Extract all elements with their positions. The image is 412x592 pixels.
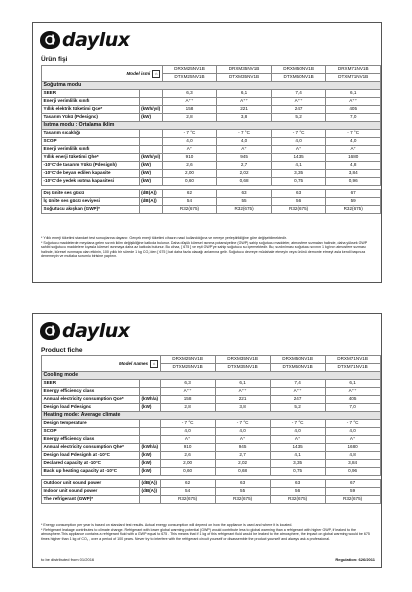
row-value: R32(675) [215,496,270,504]
row-label: Indoor unit sound power [42,488,140,496]
row-value: 3,84 [326,170,381,178]
row-value: 4,0 [325,428,380,436]
row-value: 6,3 [160,380,215,388]
row-value: 7,4 [271,90,326,98]
row-label: Design load Pdesignh at -10°C [42,452,140,460]
row-unit: (kW) [139,170,162,178]
row-label: Tasarım Yükü (Pdesignc) [42,114,140,122]
row-label: Design load Pdesignc [42,404,140,412]
row-value: 4,1 [270,452,325,460]
row-value: 0,60 [162,178,217,186]
model-outdoor: DTXM50NV1B [271,74,326,82]
row-value: R32(675) [160,496,215,504]
logo-brand-day: day [62,319,99,342]
table-row [42,146,381,154]
table-row [42,460,381,468]
row-unit: (kW) [140,452,161,460]
row-value: - 7 °C [162,130,217,138]
row-value: A⁺⁺ [160,388,215,396]
row-value: 0,68 [215,468,270,476]
row-value: 6,1 [326,90,381,98]
table-row [42,170,381,178]
row-label: SEER [42,380,140,388]
table-row [42,162,381,170]
section-title: Soğutma modu [42,82,381,90]
row-value: 5,2 [270,404,325,412]
table-row [42,468,381,476]
model-indoor: DRXM71NV1B [326,66,381,74]
row-value: 910 [160,444,215,452]
table-row [42,444,381,452]
row-value: A⁺ [326,146,381,154]
table-row [42,90,381,98]
footnote-refrigerant: * Soğutucu maddelerde meydana gelen sızıntı iklim değişikliğine katkıda bulunur. Daha düşük küresel ısınma potansiyeline (GWP) sahip soğutucu maddeler, atmosfere sızmaları halinde, daha yüksek GWP sahibi soğutucu maddelere kıyasla küresel ısınmaya daha az katkıda bulunur. Bu cihaz, [ 675 ] ve eşit GWP'ye sahip soğutucu su içermektedir. Bu; sızdırılması soğutucu sıvının 1 kg'ının atmosfere sızması halinde, küresel ısınmaya olan etkinin, 100 yıllık bir sürede 1 kg CO₂'den [ 675 ] kat daha fazla olacağı anlamına gelir. Soğutucu devreye müdahale etmeyin veya ürünü demonte etmeyi asla kendi başınıza denemeyin ve mutlaka sorumlu birisine yaptırın. [41,240,368,259]
row-unit: (kW) [140,468,161,476]
sheet-title: Ürün fişi [41,56,68,63]
row-label: Energy efficiency class [42,388,140,396]
table-row [42,114,381,122]
row-value: A⁺ [162,146,217,154]
table-row [42,206,381,214]
row-value: 1680 [325,444,380,452]
row-unit [140,428,161,436]
row-label: SCOP [42,428,140,436]
row-value: A⁺⁺ [162,98,217,106]
row-value: A⁺ [217,146,272,154]
row-value: 54 [160,488,215,496]
row-value: 56 [271,198,326,206]
table-row [42,138,381,146]
row-value: 0,75 [270,468,325,476]
table-row [42,452,381,460]
footnotes [41,236,375,259]
row-label: Yıllık elektrik tüketimi Qce* [42,106,140,114]
row-value: 2,02 [217,170,272,178]
row-unit: (kWh/yıl) [139,106,162,114]
row-value: 3,8 [215,404,270,412]
section-header [42,412,381,420]
table-row [42,436,381,444]
table-row [42,404,381,412]
row-label: Annual electricity consumption Qce* [42,396,140,404]
row-value: A⁺⁺ [325,388,380,396]
row-value: 59 [326,198,381,206]
row-label: The refrigerant (GWP)* [42,496,140,504]
row-label: Design temperature [42,420,140,428]
daylux-logo-icon [40,322,60,340]
table-row [42,496,381,504]
row-value: 158 [162,106,217,114]
row-value: A⁺ [270,436,325,444]
table-row [42,190,381,198]
model-outdoor: DTXM25NV1B [160,364,215,372]
row-unit [140,436,161,444]
row-unit: (kW) [140,460,161,468]
row-value: 2,7 [215,452,270,460]
row-label: SEER [42,90,140,98]
row-value: 2,02 [215,460,270,468]
row-value: 54 [162,198,217,206]
row-value: 247 [271,106,326,114]
row-value: A⁺ [325,436,380,444]
footnote-energy: * Energy consumption per year is based on standard test results. Actual energy consumption will depend on how the appliance is used and where it is located. [41,523,293,527]
row-value: 0,68 [217,178,272,186]
row-value: 0,96 [326,178,381,186]
table-row [42,428,381,436]
row-unit [139,98,162,106]
row-value: 6,1 [217,90,272,98]
row-value: 2,00 [162,170,217,178]
row-value: 1435 [270,444,325,452]
row-value: 405 [326,106,381,114]
row-value: R32(675) [326,206,381,214]
section-header [42,122,381,130]
row-label: -10°C'de tasarım Yükü (Pdesignh) [42,162,140,170]
footnotes [41,523,375,541]
row-value: 67 [325,480,380,488]
row-unit: (dB(A)) [140,480,161,488]
row-value: 221 [217,106,272,114]
row-label: Back up heating capacity at -10°C [42,468,140,476]
model-outdoor: DTXM35NV1B [217,74,272,82]
row-value: 63 [217,190,272,198]
row-value: A⁺ [160,436,215,444]
row-unit: (dB(A)) [139,190,162,198]
row-unit [140,420,161,428]
row-value: A⁺ [271,146,326,154]
row-value: 6,1 [215,380,270,388]
row-value: 221 [215,396,270,404]
row-unit [139,90,162,98]
row-value: 7,0 [325,404,380,412]
row-value: A⁺ [215,436,270,444]
row-value: A⁺⁺ [271,98,326,106]
row-unit: (dB(A)) [140,488,161,496]
row-value: - 7 °C [325,420,380,428]
row-value: 55 [217,198,272,206]
row-value: 63 [270,480,325,488]
table-row [42,178,381,186]
table-row [42,396,381,404]
row-value: - 7 °C [270,420,325,428]
model-indoor: DRXM35NV1B [215,356,270,364]
row-value: R32(675) [217,206,272,214]
row-value: 63 [215,480,270,488]
sheet-title: Product fiche [41,347,83,354]
logo-brand-lux: lux [98,28,130,51]
model-outdoor: DTXM50NV1B [270,364,325,372]
row-label: Tasarım sıcaklığı [42,130,140,138]
row-label: Dış ünite ses gücü [42,190,140,198]
row-value: 1435 [271,154,326,162]
row-label: SCOP [42,138,140,146]
table-row [42,98,381,106]
row-value: - 7 °C [271,130,326,138]
footer [41,557,375,562]
section-title: Heating mode: Average climate [42,412,381,420]
row-value: 405 [325,396,380,404]
row-value: 62 [162,190,217,198]
row-label: -10°C'de beyan edilen kapasite [42,170,140,178]
row-label: Annual electricity consumption Qhe* [42,444,140,452]
row-unit [140,388,161,396]
daylux-logo-icon [40,31,60,49]
row-label: Energy efficiency class [42,436,140,444]
row-value: 3,35 [271,170,326,178]
model-indoor: DRXM50NV1B [271,66,326,74]
row-label: İç ünite ses gücü seviyesi [42,198,140,206]
row-value: 67 [326,190,381,198]
row-value: 6,3 [162,90,217,98]
row-value: 0,60 [160,468,215,476]
row-value: 5,2 [271,114,326,122]
table-row [42,154,381,162]
row-value: 4,0 [162,138,217,146]
row-unit: (kW) [140,404,161,412]
row-value: R32(675) [271,206,326,214]
row-unit [139,130,162,138]
distribution-date: to be distributed from 01/2016 [41,557,95,562]
row-value: 56 [270,488,325,496]
row-value: 62 [160,480,215,488]
row-value: 7,0 [326,114,381,122]
row-unit [140,380,161,388]
product-fiche-turkish [32,22,382,283]
row-label: Outdoor unit sound power [42,480,140,488]
footnote-energy: * Yıllık enerji tüketimi standart test sonuçlarına dayanır. Gerçek enerji tüketimi cihazın nasıl kullanıldığına ve nereye yerleştirildiğine göre değişebilmektedir. [41,236,287,240]
row-value: 0,96 [325,468,380,476]
row-label: Declared capacity at -10°C [42,460,140,468]
table-row [42,420,381,428]
row-value: 63 [271,190,326,198]
row-value: 4,8 [326,162,381,170]
row-value: 158 [160,396,215,404]
logo-brand-lux: lux [98,319,130,342]
row-label: Soğutucu akışkan (GWP)* [42,206,140,214]
product-fiche-english [32,313,382,568]
row-value: 3,8 [217,114,272,122]
model-outdoor: DTXM25NV1B [162,74,217,82]
table-row [42,388,381,396]
row-unit: (kWh/a) [140,396,161,404]
table-row [42,198,381,206]
model-indoor: DRXM50NV1B [270,356,325,364]
row-value: 4,0 [271,138,326,146]
row-unit [139,206,162,214]
logo-brand-day: day [62,28,99,51]
row-value: 2,8 [160,404,215,412]
model-row-indoor [42,66,381,74]
row-value: 4,0 [326,138,381,146]
row-label: Yıllık enerji tüketimi Qhe* [42,154,140,162]
model-row-indoor [42,356,381,364]
row-unit: (kW) [139,162,162,170]
row-value: 2,6 [160,452,215,460]
row-value: 4,0 [160,428,215,436]
model-outdoor: DTXM71NV1B [326,74,381,82]
row-value: 2,7 [217,162,272,170]
model-indoor: DRXM25NV1B [160,356,215,364]
table-row [42,480,381,488]
row-value: A⁺⁺ [215,388,270,396]
row-unit [139,138,162,146]
row-value: 2,6 [162,162,217,170]
row-value: 55 [215,488,270,496]
row-value: - 7 °C [326,130,381,138]
section-header [42,372,381,380]
row-value: 4,1 [271,162,326,170]
regulation-label: Regulation: 626/2011 [335,557,375,562]
house-icon: ⌂ [152,70,160,78]
model-indoor: DRXM25NV1B [162,66,217,74]
row-value: R32(675) [270,496,325,504]
row-value: 4,0 [215,428,270,436]
row-label: Enerji verimlilik sınıfı [42,146,140,154]
row-unit: (kW) [139,114,162,122]
row-value: 910 [162,154,217,162]
row-value: R32(675) [162,206,217,214]
model-names-label [42,66,163,82]
table-row [42,380,381,388]
row-unit [140,496,161,504]
section-title: Isıtma modu : Ortalama iklim [42,122,381,130]
row-value: 3,35 [270,460,325,468]
model-outdoor: DTXM71NV1B [325,364,380,372]
model-names-text: Model ismi [126,70,151,76]
row-value: 0,75 [271,178,326,186]
table-row [42,488,381,496]
row-value: - 7 °C [217,130,272,138]
row-value: 2,00 [160,460,215,468]
row-label: -10°C'de yedek ısıtma kapasitesi [42,178,140,186]
row-value: - 7 °C [215,420,270,428]
row-value: A⁺⁺ [217,98,272,106]
row-value: 59 [325,488,380,496]
row-value: 6,1 [325,380,380,388]
house-icon: ⌂ [150,360,158,368]
footnote-refrigerant: * Refrigerant leakage contributes to climate change. Refrigerant with lower global warming potential (GWP) would contribute less to global warming than a refrigerant with higher GWP, if leaked to the atmosphere.This appliance contains a refrigerant fluid with a GWP equal to 675 . This means that if 1 kg of this refrigerant fluid would be leaked to the atmosphere, the impact on global warming would be 675 times higher than 1 kg of CO₂ , over a period of 100 years. Never try to interfere with the refrigerant circuit yourself or disassemble the product yourself and always ask a professional. [41,527,370,541]
table-row [42,106,381,114]
row-value: 945 [217,154,272,162]
row-value: 2,8 [162,114,217,122]
row-value: 7,4 [270,380,325,388]
model-outdoor: DTXM35NV1B [215,364,270,372]
daylux-logo [40,29,130,51]
row-unit: (kW) [139,178,162,186]
row-unit: (dB(A)) [139,198,162,206]
row-value: 3,84 [325,460,380,468]
section-header [42,82,381,90]
row-unit [139,146,162,154]
row-value: 4,0 [270,428,325,436]
daylux-logo [40,320,130,342]
row-value: A⁺⁺ [270,388,325,396]
model-names-label [42,356,161,372]
row-unit: (kWh/yıl) [139,154,162,162]
model-indoor: DRXM71NV1B [325,356,380,364]
row-value: 945 [215,444,270,452]
row-value: 247 [270,396,325,404]
model-names-text: Model names [118,360,149,366]
row-label: Enerji verimlilik sınıfı [42,98,140,106]
row-value: 4,0 [217,138,272,146]
table-row [42,130,381,138]
row-value: 1680 [326,154,381,162]
section-title: Cooling mode [42,372,381,380]
row-value: 4,8 [325,452,380,460]
model-indoor: DRXM35NV1B [217,66,272,74]
spec-table [41,65,381,214]
row-value: A⁺⁺ [326,98,381,106]
row-value: - 7 °C [160,420,215,428]
row-unit: (kWh/a) [140,444,161,452]
spec-table [41,355,381,504]
row-value: R32(675) [325,496,380,504]
